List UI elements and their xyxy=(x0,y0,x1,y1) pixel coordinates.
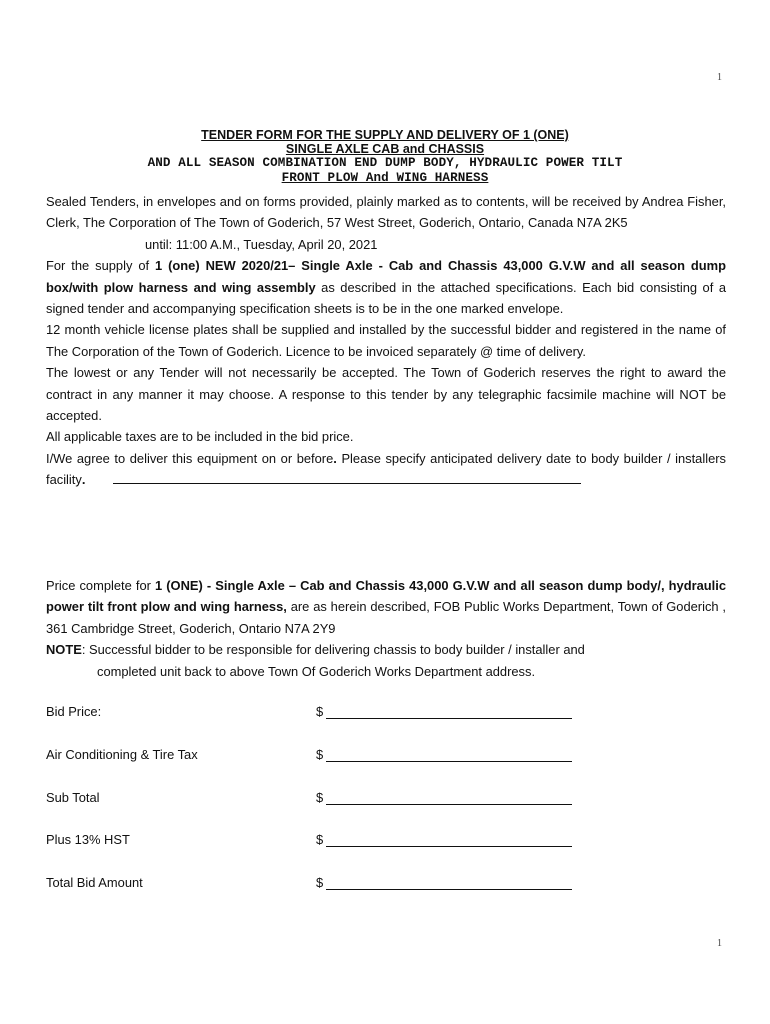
note-continuation: completed unit back to above Town Of Goderich Works Department address. xyxy=(97,663,536,679)
price-item: 1 (ONE) - Single Axle – Cab and Chassis 43,000 G.V.W and all season dump body/, hydraulic power tilt front plow and wing harness, xyxy=(46,578,726,615)
sub-total-label: Sub Total xyxy=(46,790,100,805)
bid-row-subtotal xyxy=(46,790,646,811)
taxes-paragraph: All applicable taxes are to be included in the bid price. xyxy=(46,429,354,445)
title-line-1: TENDER FORM FOR THE SUPPLY AND DELIVERY OF 1 (ONE) xyxy=(201,128,569,142)
price-suffix: are as herein described, FOB Public Works Department, Town of Goderich , 361 Cambridge Street, Goderich, Ontario N7A 2Y9 xyxy=(46,599,727,636)
intro-paragraph: Sealed Tenders, in envelopes and on forms provided, plainly marked as to contents, will be received by Andrea Fisher, Clerk, The Corporation of The Town of Goderich, 57 West Street, Goderich, Ontario, Canada N7A 2K5 xyxy=(46,194,726,231)
tender-title xyxy=(40,128,730,186)
bid-price-field[interactable] xyxy=(326,718,572,719)
supply-suffix: as described in the attached specifications. Each bid consisting of a signed tender and accompanying specification sheets is to be in the one marked envelope. xyxy=(46,279,726,317)
delivery-text-2: Please specify anticipated delivery date to body builder / installers facility xyxy=(46,450,726,488)
delivery-text-1: I/We agree to deliver this equipment on or before xyxy=(46,450,334,466)
delivery-date-field[interactable] xyxy=(113,471,581,484)
note-paragraph xyxy=(46,639,726,660)
sub-total-field[interactable] xyxy=(326,804,572,805)
title-line-3: AND ALL SEASON COMBINATION END DUMP BODY, HYDRAULIC POWER TILT xyxy=(147,156,623,170)
price-section xyxy=(46,575,726,682)
ac-tire-tax-currency: $ xyxy=(316,747,324,762)
price-prefix: Price complete for xyxy=(46,578,155,593)
hst-currency: $ xyxy=(316,832,324,847)
license-paragraph: 12 month vehicle license plates shall be supplied and installed by the successful bidder and registered in the name of The Corporation of the Town of Goderich. Licence to be invoiced separately @ time of delivery. xyxy=(46,322,726,359)
price-paragraph xyxy=(46,575,726,639)
bid-price-label: Bid Price: xyxy=(46,704,102,719)
note-text: : Successful bidder to be responsible for delivering chassis to body builder / installer and xyxy=(81,642,585,658)
deadline: until: 11:00 A.M., Tuesday, April 20, 2021 xyxy=(145,236,378,252)
bid-price-currency: $ xyxy=(316,704,324,719)
sub-total-currency: $ xyxy=(316,790,324,805)
tender-body xyxy=(46,191,726,491)
total-bid-currency: $ xyxy=(316,875,324,890)
delivery-dot-2: . xyxy=(81,472,86,488)
bid-row-price xyxy=(46,704,646,725)
ac-tire-tax-label: Air Conditioning & Tire Tax xyxy=(46,747,198,762)
bid-row-tax xyxy=(46,747,646,768)
note-label: NOTE xyxy=(46,642,82,658)
total-bid-field[interactable] xyxy=(326,889,572,890)
page-number-top: 1 xyxy=(717,72,722,83)
supply-item: 1 (one) NEW 2020/21– Single Axle - Cab and Chassis 43,000 G.V.W and all season dump box/with plow harness and wing assembly xyxy=(46,258,726,295)
bid-row-total xyxy=(46,875,646,896)
hst-label: Plus 13% HST xyxy=(46,832,130,847)
hst-field[interactable] xyxy=(326,846,572,847)
bid-amounts xyxy=(46,704,646,896)
supply-paragraph xyxy=(46,255,726,319)
title-line-4: FRONT PLOW And WING HARNESS xyxy=(281,171,489,185)
supply-prefix: For the supply of xyxy=(46,258,156,274)
total-bid-label: Total Bid Amount xyxy=(46,875,143,890)
ac-tire-tax-field[interactable] xyxy=(326,761,572,762)
bid-row-hst xyxy=(46,832,646,853)
page-number-bottom: 1 xyxy=(717,938,722,949)
delivery-dot-1: . xyxy=(333,450,337,466)
title-line-2: SINGLE AXLE CAB and CHASSIS xyxy=(285,142,485,156)
delivery-paragraph xyxy=(46,448,726,491)
lowest-tender-paragraph: The lowest or any Tender will not necessarily be accepted. The Town of Goderich reserves the right to award the contract in any manner it may choose. A response to this tender by any telegraphic facsimile machine will NOT be accepted. xyxy=(46,365,726,424)
